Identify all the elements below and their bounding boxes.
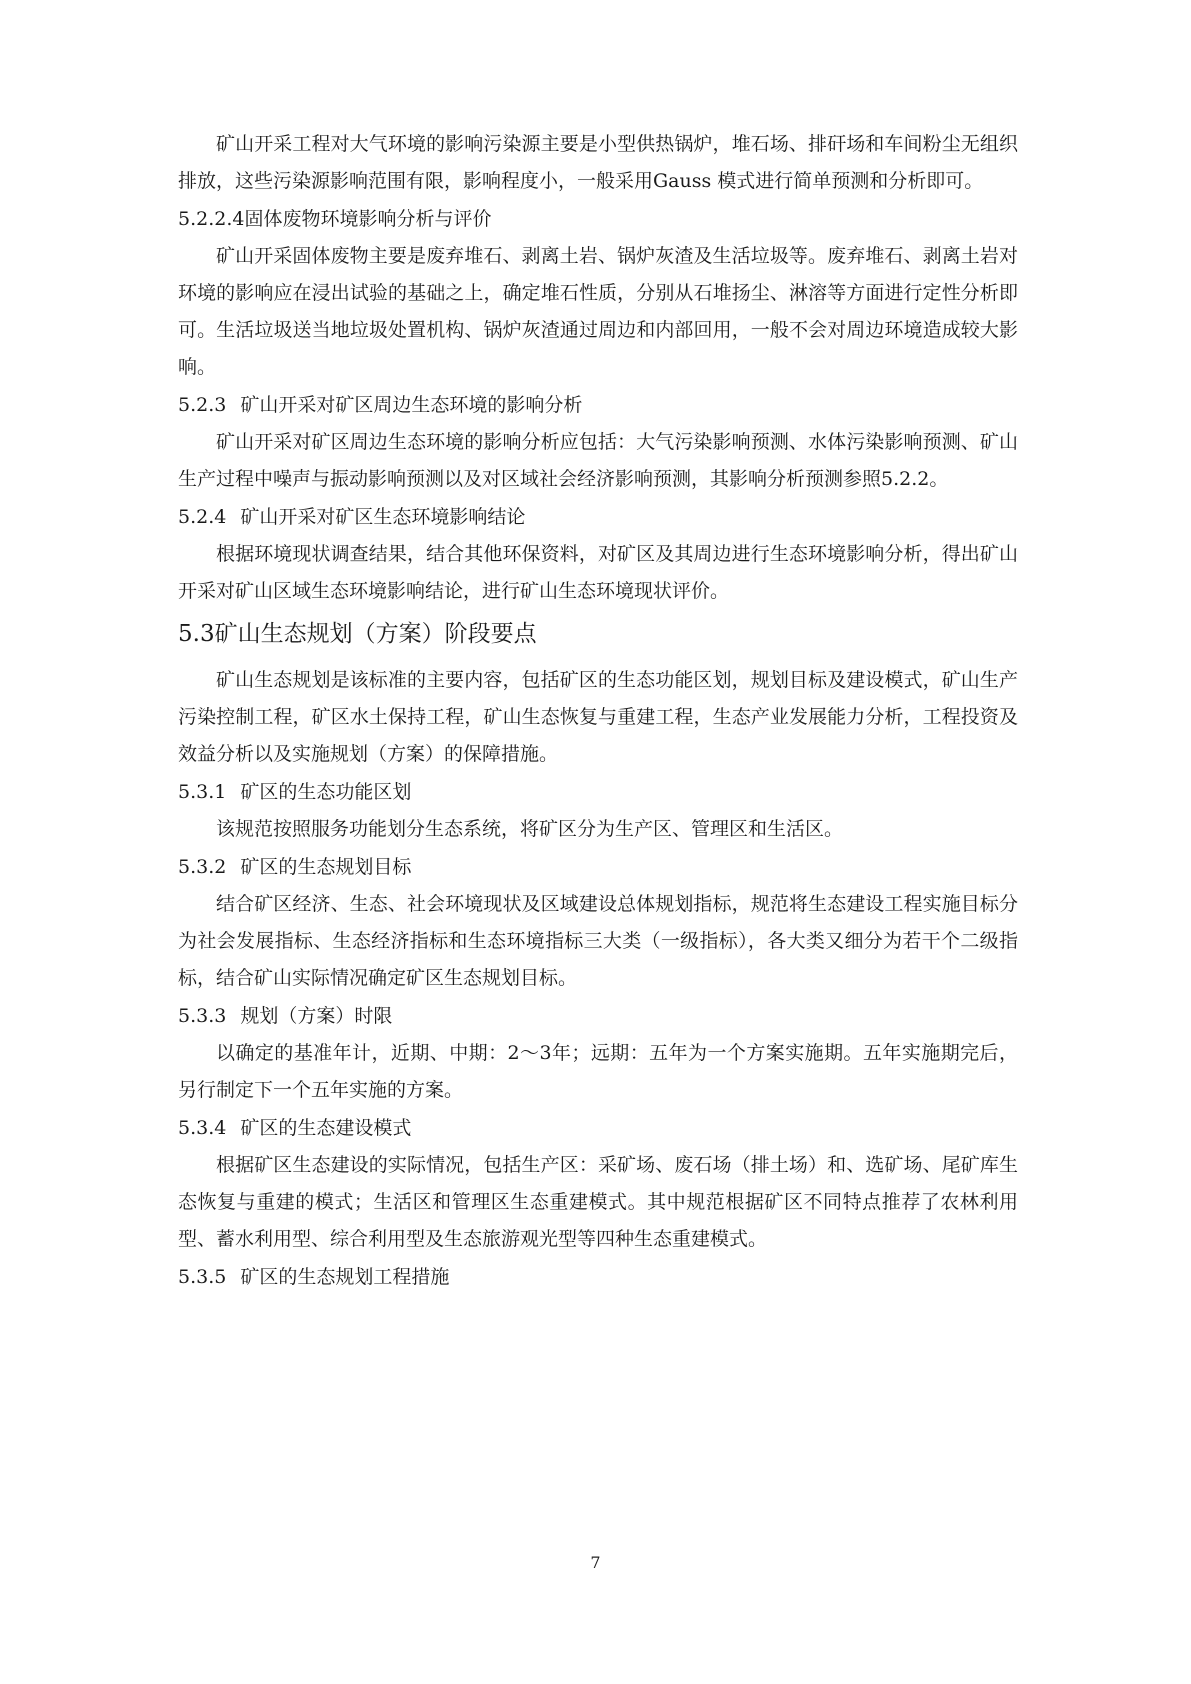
heading-number: 5.2.4 — [178, 506, 227, 528]
subsection-heading — [178, 386, 1018, 424]
page-number: 7 — [590, 1553, 601, 1572]
heading-number: 5.3.5 — [178, 1266, 227, 1288]
heading-title: 固体废物环境影响分析与评价 — [244, 208, 492, 230]
heading-title: 矿区的生态规划目标 — [240, 856, 412, 878]
body-paragraph: 根据环境现状调查结果，结合其他环保资料，对矿区及其周边进行生态环境影响分析，得出矿山开采对矿山区域生态环境影响结论，进行矿山生态环境现状评价。 — [178, 543, 1018, 602]
heading-number: 5.3.3 — [178, 1005, 227, 1027]
subsection-heading — [178, 773, 1018, 811]
section-heading — [178, 612, 1018, 656]
body-paragraph: 以确定的基准年计，近期、中期：2～3年；远期：五年为一个方案实施期。五年实施期完后，另行制定下一个五年实施的方案。 — [178, 1042, 1018, 1101]
body-paragraph: 矿山开采固体废物主要是废弃堆石、剥离土岩、锅炉灰渣及生活垃圾等。废弃堆石、剥离土岩对环境的影响应在浸出试验的基础之上，确定堆石性质，分别从石堆扬尘、淋溶等方面进行定性分析即可。生活垃圾送当地垃圾处置机构、锅炉灰渣通过周边和内部回用，一般不会对周边环境造成较大影响。 — [178, 245, 1018, 378]
heading-number: 5.3.2 — [178, 856, 227, 878]
subsection-heading — [178, 1258, 1018, 1296]
heading-title: 矿区的生态规划工程措施 — [240, 1266, 450, 1288]
body-paragraph: 矿山开采对矿区周边生态环境的影响分析应包括：大气污染影响预测、水体污染影响预测、矿山生产过程中噪声与振动影响预测以及对区域社会经济影响预测，其影响分析预测参照5.2.2。 — [178, 431, 1018, 490]
subsection-heading — [178, 498, 1018, 536]
body-paragraph: 结合矿区经济、生态、社会环境现状及区域建设总体规划指标，规范将生态建设工程实施目标分为社会发展指标、生态经济指标和生态环境指标三大类（一级指标），各大类又细分为若干个二级指标，结合矿山实际情况确定矿区生态规划目标。 — [178, 893, 1018, 989]
body-paragraph: 该规范按照服务功能划分生态系统，将矿区分为生产区、管理区和生活区。 — [216, 818, 844, 840]
body-paragraph: 矿山生态规划是该标准的主要内容，包括矿区的生态功能区划，规划目标及建设模式，矿山生产污染控制工程，矿区水土保持工程，矿山生态恢复与重建工程，生态产业发展能力分析，工程投资及效益分析以及实施规划（方案）的保障措施。 — [178, 669, 1018, 765]
heading-title: 矿山开采对矿区周边生态环境的影响分析 — [240, 394, 583, 416]
document-body — [178, 126, 1018, 1296]
heading-number: 5.3.4 — [178, 1117, 227, 1139]
body-paragraph: 根据矿区生态建设的实际情况，包括生产区：采矿场、废石场（排土场）和、选矿场、尾矿库生态恢复与重建的模式；生活区和管理区生态重建模式。其中规范根据矿区不同特点推荐了农林利用型、蓄水利用型、综合利用型及生态旅游观光型等四种生态重建模式。 — [178, 1154, 1018, 1250]
heading-title: 规划（方案）时限 — [240, 1005, 393, 1027]
subsection-heading — [178, 997, 1018, 1035]
subsection-heading — [178, 1109, 1018, 1147]
heading-title: 矿区的生态建设模式 — [240, 1117, 412, 1139]
heading-number: 5.2.2.4 — [178, 208, 245, 230]
heading-title: 矿山生态规划（方案）阶段要点 — [214, 621, 537, 647]
subsection-heading — [178, 848, 1018, 886]
heading-title: 矿山开采对矿区生态环境影响结论 — [240, 506, 526, 528]
heading-title: 矿区的生态功能区划 — [240, 781, 412, 803]
heading-number: 5.3 — [178, 621, 215, 647]
heading-number: 5.2.3 — [178, 394, 227, 416]
body-paragraph: 矿山开采工程对大气环境的影响污染源主要是小型供热锅炉，堆石场、排矸场和车间粉尘无组织排放，这些污染源影响范围有限，影响程度小，一般采用Gauss 模式进行简单预测和分析即可。 — [178, 133, 1018, 192]
heading-number: 5.3.1 — [178, 781, 227, 803]
subsection-heading — [178, 200, 1018, 238]
